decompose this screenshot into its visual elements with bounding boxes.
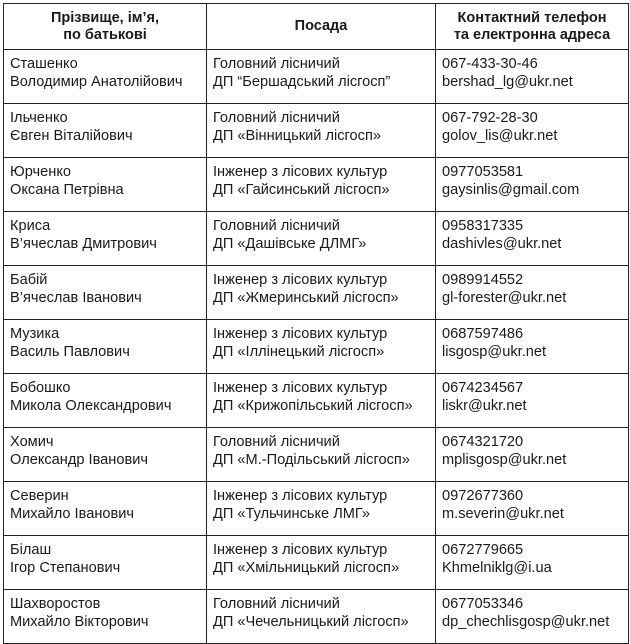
surname-text: Сташенко <box>10 56 78 72</box>
email-text: liskr@ukr.net <box>442 398 527 414</box>
name-cell <box>4 374 207 428</box>
position-cell <box>207 320 436 374</box>
position-cell <box>207 212 436 266</box>
email-text: dp_chechlisgosp@ukr.net <box>442 614 610 630</box>
table-row <box>4 320 629 374</box>
phone-text: 0674234567 <box>442 380 524 396</box>
given-names-text: Євген Віталійович <box>10 128 133 144</box>
given-names-text: В’ячеслав Іванович <box>10 290 142 306</box>
position-cell <box>207 590 436 644</box>
contact-cell <box>436 374 629 428</box>
position-cell <box>207 158 436 212</box>
name-cell <box>4 212 207 266</box>
surname-text: Северин <box>10 488 69 504</box>
surname-text: Шахворостов <box>10 596 101 612</box>
contact-cell <box>436 50 629 104</box>
phone-text: 067-433-30-46 <box>442 56 538 72</box>
organization-text: ДП «Дашівське ДЛМГ» <box>213 236 367 252</box>
header-contact <box>436 4 629 50</box>
organization-text: ДП «М.-Подільський лісгосп» <box>213 452 410 468</box>
table-row <box>4 266 629 320</box>
email-text: bershad_lg@ukr.net <box>442 74 573 90</box>
header-contact-line2: та електронна адреса <box>453 26 611 43</box>
phone-text: 0958317335 <box>442 218 524 234</box>
name-cell <box>4 50 207 104</box>
organization-text: ДП «Гайсинський лісгосп» <box>213 182 390 198</box>
surname-text: Бобошко <box>10 380 71 396</box>
given-names-text: Володимир Анатолійович <box>10 74 183 90</box>
header-name-line2: по батькові <box>63 26 147 43</box>
given-names-text: Микола Олександрович <box>10 398 172 414</box>
surname-text: Білаш <box>10 542 52 558</box>
header-position: Посада <box>207 4 436 50</box>
email-text: dashivles@ukr.net <box>442 236 562 252</box>
name-cell <box>4 428 207 482</box>
table-row <box>4 590 629 644</box>
name-cell <box>4 482 207 536</box>
job-title-text: Інженер з лісових культур <box>213 326 388 342</box>
organization-text: ДП «Крижопільський лісгосп» <box>213 398 413 414</box>
table-row <box>4 50 629 104</box>
phone-text: 0677053346 <box>442 596 524 612</box>
phone-text: 0687597486 <box>442 326 524 342</box>
position-cell <box>207 482 436 536</box>
job-title-text: Інженер з лісових культур <box>213 272 388 288</box>
header-name <box>4 4 207 50</box>
given-names-text: Михайло Вікторович <box>10 614 149 630</box>
name-cell <box>4 266 207 320</box>
position-cell <box>207 374 436 428</box>
contact-cell <box>436 266 629 320</box>
job-title-text: Головний лісничий <box>213 434 340 450</box>
email-text: m.severin@ukr.net <box>442 506 564 522</box>
surname-text: Бабій <box>10 272 48 288</box>
phone-text: 0972677360 <box>442 488 524 504</box>
given-names-text: Оксана Петрівна <box>10 182 124 198</box>
job-title-text: Інженер з лісових культур <box>213 164 388 180</box>
organization-text: ДП «Іллінецький лісгосп» <box>213 344 385 360</box>
email-text: mplisgosp@ukr.net <box>442 452 567 468</box>
job-title-text: Інженер з лісових культур <box>213 542 388 558</box>
given-names-text: Ігор Степанович <box>10 560 121 576</box>
table-row <box>4 482 629 536</box>
table-row <box>4 212 629 266</box>
given-names-text: Олександр Іванович <box>10 452 148 468</box>
email-text: gl-forester@ukr.net <box>442 290 567 306</box>
phone-text: 0977053581 <box>442 164 524 180</box>
name-cell <box>4 590 207 644</box>
email-text: gaysinlis@gmail.com <box>442 182 580 198</box>
contact-cell <box>436 536 629 590</box>
phone-text: 067-792-28-30 <box>442 110 538 126</box>
given-names-text: В’ячеслав Дмитрович <box>10 236 157 252</box>
contact-cell <box>436 212 629 266</box>
contact-cell <box>436 158 629 212</box>
header-name-line1: Прізвище, ім’я, <box>51 9 159 26</box>
table-row <box>4 374 629 428</box>
contact-cell <box>436 482 629 536</box>
email-text: lisgosp@ukr.net <box>442 344 547 360</box>
contacts-table <box>3 3 629 644</box>
surname-text: Криса <box>10 218 51 234</box>
phone-text: 0674321720 <box>442 434 524 450</box>
table-row <box>4 158 629 212</box>
job-title-text: Головний лісничий <box>213 56 340 72</box>
surname-text: Музика <box>10 326 60 342</box>
job-title-text: Головний лісничий <box>213 596 340 612</box>
organization-text: ДП «Тульчинське ЛМГ» <box>213 506 370 522</box>
organization-text: ДП «Вінницький лісгосп» <box>213 128 381 144</box>
name-cell <box>4 320 207 374</box>
surname-text: Ільченко <box>10 110 68 126</box>
organization-text: ДП “Бершадський лісгосп” <box>213 74 391 90</box>
organization-text: ДП «Чечельницький лісгосп» <box>213 614 409 630</box>
position-cell <box>207 266 436 320</box>
contact-cell <box>436 320 629 374</box>
name-cell <box>4 158 207 212</box>
surname-text: Хомич <box>10 434 54 450</box>
table-row <box>4 536 629 590</box>
organization-text: ДП «Жмеринський лісгосп» <box>213 290 399 306</box>
contact-cell <box>436 104 629 158</box>
position-cell <box>207 536 436 590</box>
given-names-text: Михайло Іванович <box>10 506 135 522</box>
position-cell <box>207 104 436 158</box>
phone-text: 0989914552 <box>442 272 524 288</box>
job-title-text: Інженер з лісових культур <box>213 488 388 504</box>
email-text: golov_lis@ukr.net <box>442 128 558 144</box>
header-contact-line1: Контактний телефон <box>457 9 607 26</box>
job-title-text: Інженер з лісових культур <box>213 380 388 396</box>
email-text: Khmelniklg@i.ua <box>442 560 552 576</box>
contact-cell <box>436 428 629 482</box>
table-row <box>4 428 629 482</box>
name-cell <box>4 104 207 158</box>
given-names-text: Василь Павлович <box>10 344 130 360</box>
job-title-text: Головний лісничий <box>213 218 340 234</box>
name-cell <box>4 536 207 590</box>
position-cell <box>207 50 436 104</box>
organization-text: ДП «Хмільницький лісгосп» <box>213 560 400 576</box>
phone-text: 0672779665 <box>442 542 524 558</box>
job-title-text: Головний лісничий <box>213 110 340 126</box>
surname-text: Юрченко <box>10 164 71 180</box>
table-row <box>4 104 629 158</box>
contact-cell <box>436 590 629 644</box>
header-row <box>4 4 629 50</box>
position-cell <box>207 428 436 482</box>
